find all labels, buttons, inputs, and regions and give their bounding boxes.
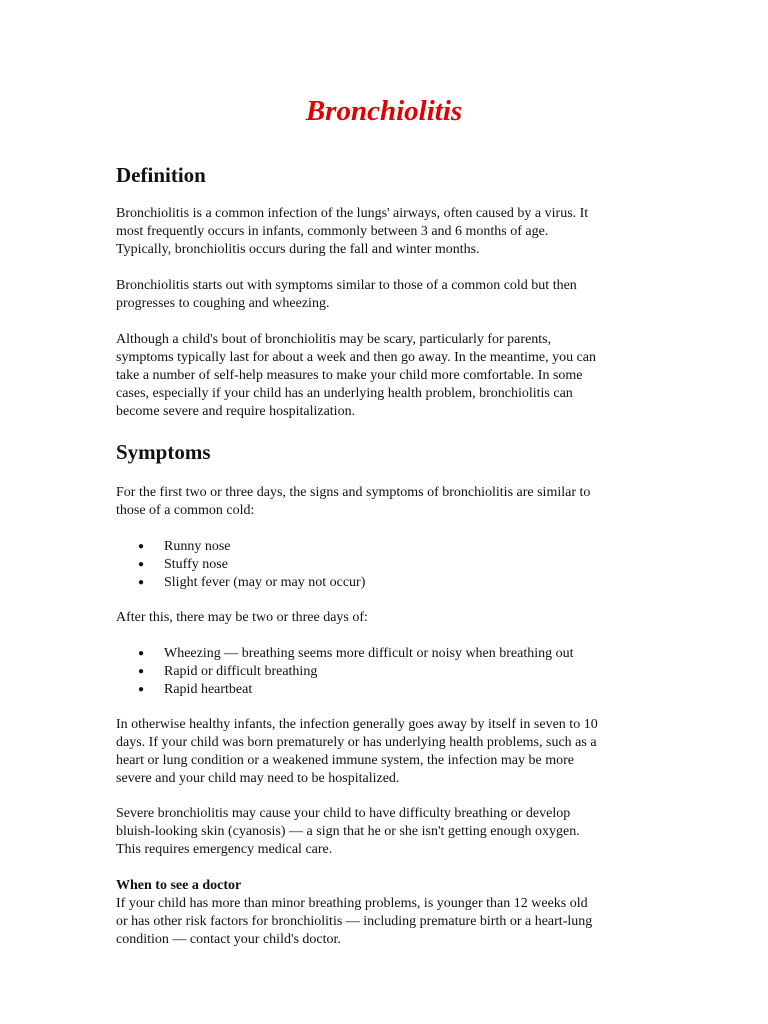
symptoms-intro: [116, 484, 656, 520]
list-item: ● Wheezing — breathing seems more difficult or noisy when breathing out: [138, 646, 574, 661]
text-line: days. If your child was born prematurely or has underlying health problems, such as a: [116, 735, 597, 750]
text-line: take a number of self-help measures to make your child more comfortable. In some: [116, 368, 583, 383]
bullet-icon: ●: [138, 577, 145, 588]
text-line: symptoms typically last for about a week and then go away. In the meantime, you can: [116, 350, 597, 365]
doctor-paragraph: [116, 895, 656, 949]
text-line: bluish-looking skin (cyanosis) — a sign that he or she isn't getting enough oxygen.: [116, 824, 580, 839]
list-item: ● Rapid or difficult breathing: [138, 664, 318, 679]
text-line: Typically, bronchiolitis occurs during the fall and winter months.: [116, 242, 480, 257]
page-title: Bronchiolitis: [305, 95, 463, 127]
later-symptoms-list: [138, 645, 574, 699]
text-line: severe and your child may need to be hospitalized.: [116, 771, 400, 786]
list-item: ● Slight fever (may or may not occur): [138, 575, 366, 590]
text-line: For the first two or three days, the signs and symptoms of bronchiolitis are similar to: [116, 485, 591, 500]
text-line: heart or lung condition or a weakened immune system, the infection may be more: [116, 753, 574, 768]
text-line: or has other risk factors for bronchiolitis — including premature birth or a heart-lung: [116, 914, 593, 929]
healthy-infants-paragraph: [116, 716, 656, 788]
definition-paragraph-2: [116, 277, 656, 313]
definition-paragraph-1: [116, 205, 656, 259]
text-line: those of a common cold:: [116, 503, 255, 518]
early-symptoms-list: [138, 538, 365, 592]
text-line: Bronchiolitis starts out with symptoms similar to those of a common cold but then: [116, 278, 577, 293]
list-item: ● Stuffy nose: [138, 557, 228, 572]
text-line: most frequently occurs in infants, commonly between 3 and 6 months of age.: [116, 224, 549, 239]
text-line: progresses to coughing and wheezing.: [116, 296, 330, 311]
definition-paragraph-3: [116, 331, 656, 421]
bullet-icon: ●: [138, 666, 145, 677]
bullet-icon: ●: [138, 648, 145, 659]
text-line: Severe bronchiolitis may cause your child to have difficulty breathing or develop: [116, 806, 571, 821]
list-item: ● Runny nose: [138, 539, 231, 554]
symptoms-after: [116, 609, 656, 627]
text-line: This requires emergency medical care.: [116, 842, 333, 857]
text-line: Although a child's bout of bronchiolitis may be scary, particularly for parents,: [116, 332, 552, 347]
when-to-see-doctor-heading: When to see a doctor: [116, 878, 242, 893]
symptoms-heading: Symptoms: [116, 440, 211, 464]
text-line: In otherwise healthy infants, the infection generally goes away by itself in seven to 10: [116, 717, 598, 732]
text-line: condition — contact your child's doctor.: [116, 932, 341, 947]
text-line: Bronchiolitis is a common infection of the lungs' airways, often caused by a virus. It: [116, 206, 589, 221]
definition-heading: Definition: [116, 163, 206, 187]
bullet-icon: ●: [138, 559, 145, 570]
severe-paragraph: [116, 805, 656, 859]
text-line: After this, there may be two or three days of:: [116, 610, 368, 625]
list-item: ● Rapid heartbeat: [138, 682, 253, 697]
text-line: cases, especially if your child has an underlying health problem, bronchiolitis can: [116, 386, 573, 401]
text-line: If your child has more than minor breathing problems, is younger than 12 weeks old: [116, 896, 588, 911]
bullet-icon: ●: [138, 541, 145, 552]
bullet-icon: ●: [138, 684, 145, 695]
text-line: become severe and require hospitalization.: [116, 404, 356, 419]
